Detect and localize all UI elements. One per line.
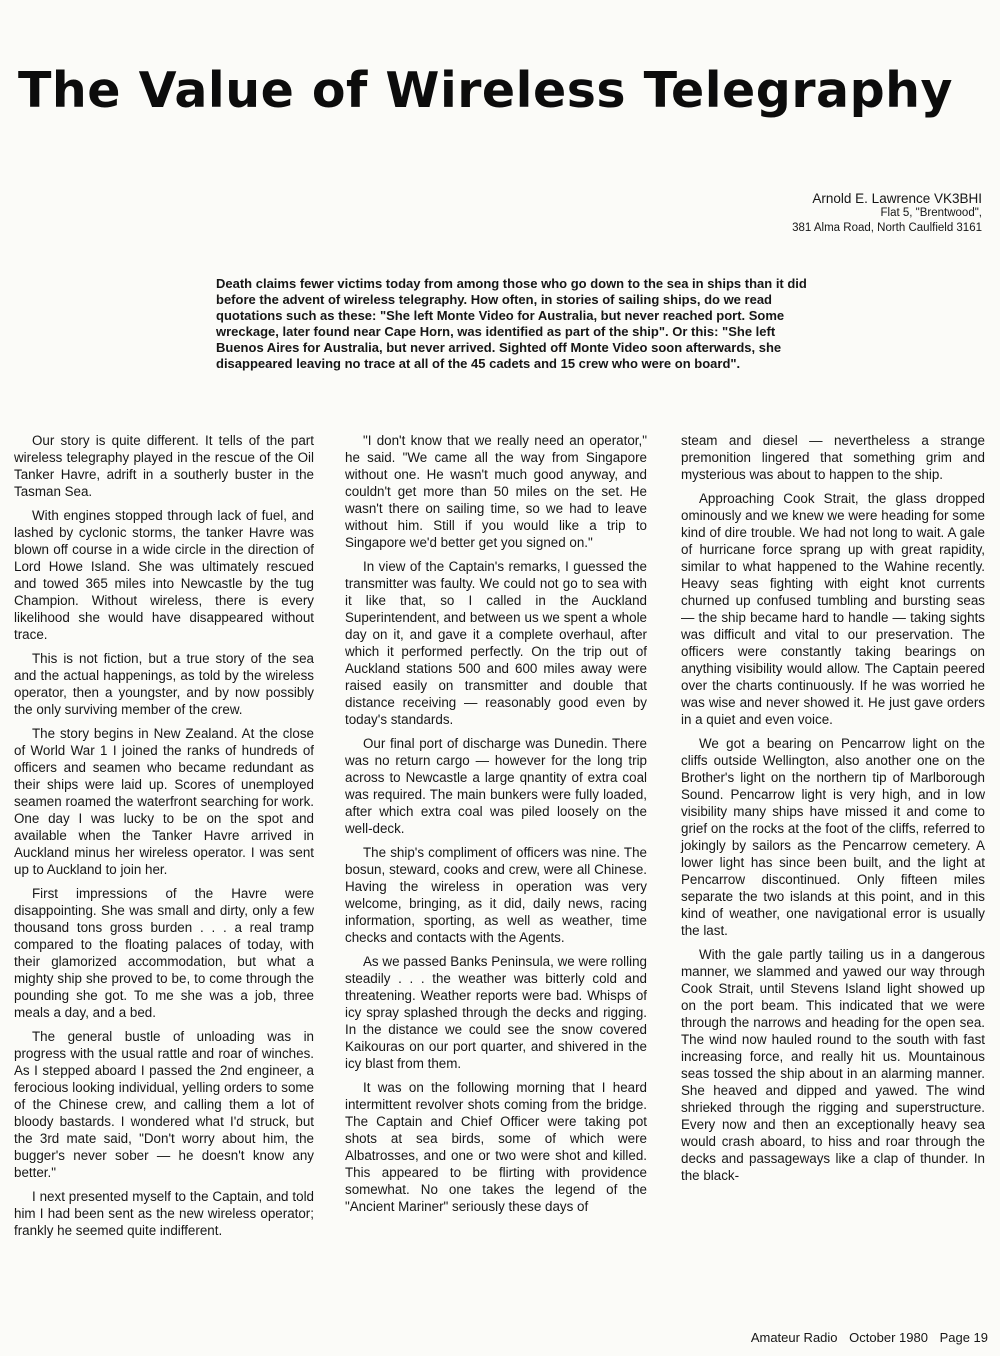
author-address-line1: Flat 5, "Brentwood", bbox=[880, 207, 982, 219]
paragraph: I next presented myself to the Captain, and told him I had been sent as the new wireless operator; frankly he seemed quite indifferent. bbox=[14, 1189, 314, 1238]
paragraph: We got a bearing on Pencarrow light on the cliffs outside Wellington, also another one on the Brother's light on the northern tip of Marlborough Sound. Pencarrow light is very high, and in low visibility many ships have missed it and come to grief on the rocks at the foot of the cliffs, referred to jokingly by sailors as the Pencarrow cemetery. A lower light has since been built, and the light at Pencarrow discontinued. Only fifteen miles separate the two islands at this point, and in this kind of weather, one navigational error is usually the last. bbox=[681, 736, 985, 938]
paragraph: "I don't know that we really need an operator," he said. "We came all the way from Singapore without one. He wasn't much good anyway, and couldn't get more than 50 miles on the set. He wasn't there on sailing time, so we had to leave without him. Still if you would like a trip to Singapore we'd better get you signed on." bbox=[345, 433, 647, 550]
page-number: Page 19 bbox=[939, 1330, 988, 1345]
page-footer bbox=[743, 1330, 988, 1346]
paragraph: This is not fiction, but a true story of the sea and the actual happenings, as told by the wireless operator, then a youngster, and by now possibly the only surviving member of the crew. bbox=[14, 651, 314, 717]
author-address-line2: 381 Alma Road, North Caulfield 3161 bbox=[792, 222, 982, 234]
paragraph: As we passed Banks Peninsula, we were rolling steadily . . . the weather was bitterly cold and threatening. Weather reports were bad. Whisps of icy spray splashed through the decks and rigging. In the distance we could see the snow covered Kaikouras on our port quarter, and shivered in the icy blast from them. bbox=[345, 954, 647, 1071]
paragraph: The ship's compliment of officers was nine. The bosun, steward, cooks and crew, were all Chinese. Having the wireless in operation was very welcome, bringing, as it did, daily news, racing information, sporting, as well as weather, time checks and contacts with the Agents. bbox=[345, 845, 647, 945]
paragraph: steam and diesel — nevertheless a strange premonition lingered that something grim and mysterious was about to happen to the ship. bbox=[681, 433, 985, 482]
article-title: The Value of Wireless Telegraphy bbox=[18, 62, 953, 119]
paragraph: It was on the following morning that I heard intermittent revolver shots coming from the bridge. The Captain and Chief Officer were taking pot shots at sea birds, some of which were Albatrosses, and one or two were shot and killed. This appeared to be flirting with providence somewhat. No one takes the legend of the "Ancient Mariner" seriously these days of bbox=[345, 1080, 647, 1214]
paragraph: Our story is quite different. It tells of the part wireless telegraphy played in the rescue of the Oil Tanker Havre, adrift in a southerly buster in the Tasman Sea. bbox=[14, 433, 314, 499]
column-2 bbox=[345, 432, 647, 1222]
paragraph: The story begins in New Zealand. At the close of World War 1 I joined the ranks of hundreds of officers and seamen who became redundant as their ships were laid up. Scores of unemployed seamen roamed the waterfront searching for work. One day I was lucky to be on the spot and available when the Tanker Havre arrived in Auckland minus her wireless operator. I was sent up to Auckland to join her. bbox=[14, 726, 314, 877]
paragraph: In view of the Captain's remarks, I guessed the transmitter was faulty. We could not go to sea with it like that, so I called in the Auckland Superintendent, and between us we spent a whole day on it, and gave it a complete overhaul, after which it performed perfectly. On the trip out of Auckland stations 500 and 600 miles away were raised easily on transmitter and double that distance receiving — reasonably good even by today's standards. bbox=[345, 559, 647, 727]
lead-paragraph: Death claims fewer victims today from among those who go down to the sea in ships than it did before the advent of wireless telegraphy. How often, in stories of sailing ships, do we read quotations such as these: "She left Monte Video for Australia, but never reached port. Some wreckage, later found near Cape Horn, was identified as part of the ship". Or this: "She left Buenos Aires for Australia, but never arrived. Sighted off Monte Video soon afterwards, she disappeared leaving no trace at all of the 45 cadets and 15 crew who were on board". bbox=[216, 276, 807, 371]
paragraph: With engines stopped through lack of fuel, and lashed by cyclonic storms, the tanker Havre was blown off course in a wide circle in the direction of Lord Howe Island. She was ultimately rescued and towed 365 miles into Newcastle by the tug Champion. Without wireless, there is every likelihood she would have disappeared without trace. bbox=[14, 508, 314, 642]
paragraph: Our final port of discharge was Dunedin. There was no return cargo — however for the long trip across to Newcastle a large qnantity of extra coal was required. The main bunkers were fully loaded, after which extra coal was piled loosely on the well-deck. bbox=[345, 736, 647, 836]
author-name: Arnold E. Lawrence VK3BHI bbox=[812, 191, 982, 206]
column-1 bbox=[14, 432, 314, 1246]
byline bbox=[792, 191, 982, 236]
paragraph: The general bustle of unloading was in progress with the usual rattle and roar of winches. As I stepped aboard I passed the 2nd engineer, a ferocious looking individual, yelling orders to some of the Chinese crew, and calling them a lot of bloody bastards. I wondered what I'd struck, but the 3rd mate said, "Don't worry about him, the bugger's never sober — he doesn't know any better." bbox=[14, 1029, 314, 1180]
paragraph: First impressions of the Havre were disappointing. She was small and dirty, only a few thousand tons gross burden . . . a real tramp compared to the floating palaces of today, with their glamorized accommodation, but what a mighty ship she proved to be, to come through the pounding she got. To me she was a job, three meals a day, and a bed. bbox=[14, 886, 314, 1020]
magazine-name: Amateur Radio bbox=[750, 1330, 838, 1345]
paragraph: Approaching Cook Strait, the glass dropped ominously and we knew we were heading for some kind of dire trouble. We had not long to wait. A gale of hurricane force sprang up with great rapidity, similar to what happened to the Wahine recently. Heavy seas fighting with eight knot currents churned up confused tumbling and bursting seas — the ship became hard to handle — taking sights was difficult and vital to our preservation. The officers were constantly taking bearings on anything visibility would allow. The Captain peered over the charts continuously. If he was worried he was wise and never showed it. He just gave orders in a quiet and even voice. bbox=[681, 491, 985, 727]
column-3 bbox=[681, 432, 985, 1191]
paragraph: With the gale partly tailing us in a dangerous manner, we slammed and yawed our way through Cook Strait, until Stevens Island light showed up on the port beam. This indicated that we were through the narrows and heading for the open sea. The wind now hauled round to the south with fast increasing force, and really hit us. Mountainous seas tossed the ship about in an alarming manner. She heaved and dipped and yawed. The wind shrieked through the rigging and superstructure. Every now and then an exceptionally heavy sea would crash aboard, to hiss and roar through the decks and passageways like a clap of thunder. In the black- bbox=[681, 947, 985, 1183]
issue-date: October 1980 bbox=[849, 1330, 928, 1345]
